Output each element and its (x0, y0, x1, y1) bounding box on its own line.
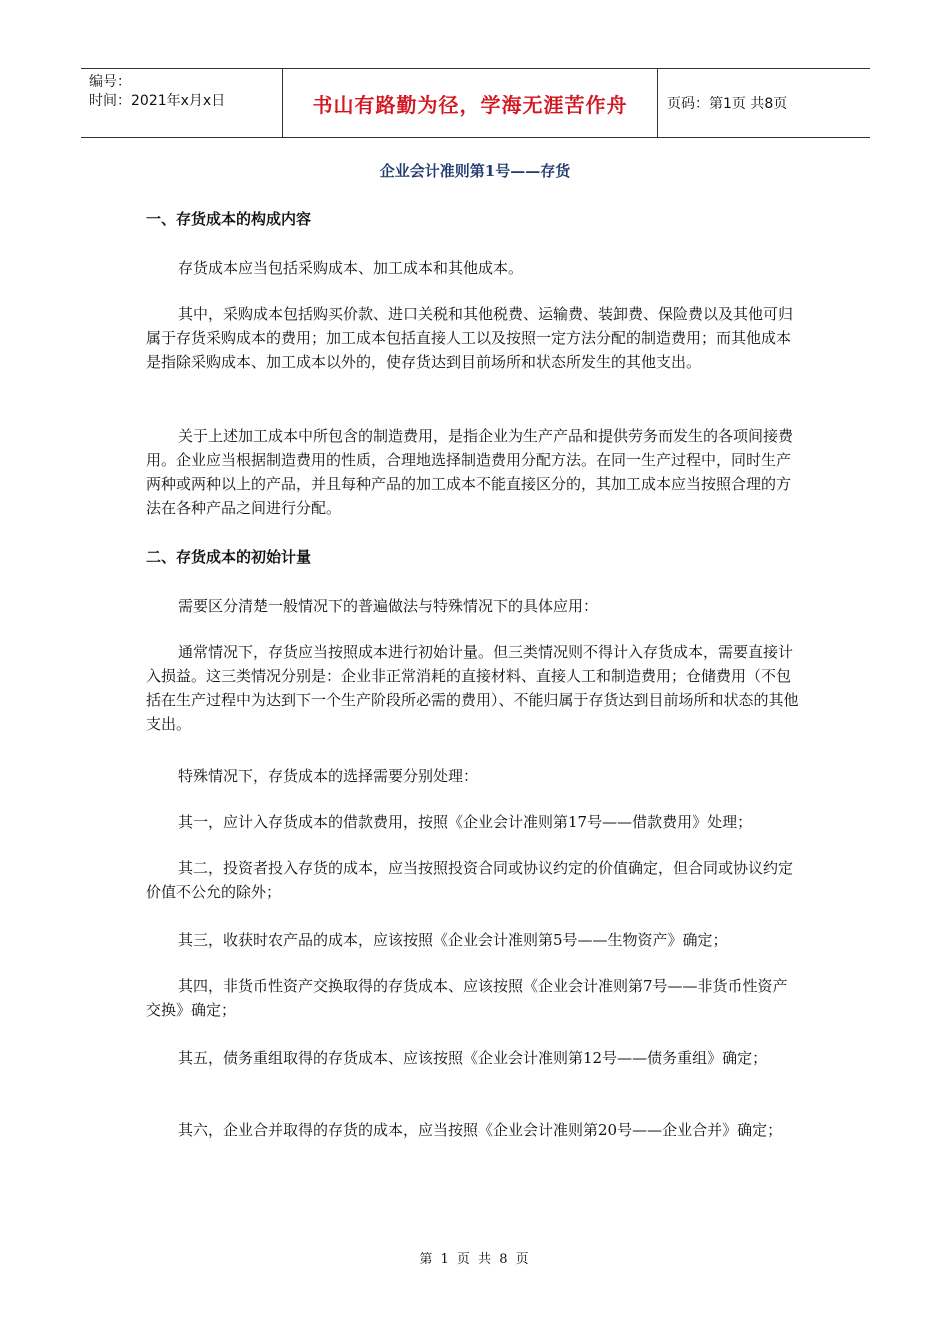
paragraph: 其三，收获时农产品的成本，应该按照《企业会计准则第5号——生物资产》确定； (178, 931, 728, 949)
paragraph: 需要区分清楚一般情况下的普遍做法与特殊情况下的具体应用： (178, 597, 599, 615)
page-footer: 第 1 页 共 8 页 (419, 1252, 531, 1267)
page-header (81, 68, 870, 138)
section-heading-1: 一、存货成本的构成内容 (146, 210, 312, 228)
paragraph: 特殊情况下，存货成本的选择需要分别处理： (178, 767, 479, 785)
paragraph: 其中，采购成本包括购买价款、进口关税和其他税费、运输费、装卸费、保险费以及其他可归属于存货采购成本的费用；加工成本包括直接人工以及按照一定方法分配的制造费用；而其他成本是指除采购成本、加工成本以外的，使存货达到目前场所和状态所发生的其他支出。 (146, 305, 794, 371)
header-page-label: 页码：第1页 共8页 (667, 96, 788, 112)
header-motto: 书山有路勤为径，学海无涯苦作舟 (312, 92, 628, 117)
paragraph: 其五，债务重组取得的存货成本、应该按照《企业会计准则第12号——债务重组》确定； (178, 1049, 768, 1067)
document-number-label: 编号： (89, 74, 131, 90)
paragraph: 关于上述加工成本中所包含的制造费用，是指企业为生产产品和提供劳务而发生的各项间接费用。企业应当根据制造费用的性质，合理地选择制造费用分配方法。在同一生产过程中，同时生产两种或两种以上的产品，并且每种产品的加工成本不能直接区分的，其加工成本应当按照合理的方法在各种产品之间进行分配。 (146, 427, 794, 517)
paragraph: 通常情况下，存货应当按照成本进行初始计量。但三类情况则不得计入存货成本，需要直接计入损益。这三类情况分别是：企业非正常消耗的直接材料、直接人工和制造费用；仓储费用（不包括在生产过程中为达到下一个生产阶段所必需的费用）、不能归属于存货达到目前场所和状态的其他支出。 (146, 643, 799, 733)
header-divider-right (657, 69, 658, 137)
paragraph: 其六，企业合并取得的存货的成本，应当按照《企业会计准则第20号——企业合并》确定； (178, 1121, 783, 1139)
section-heading-2: 二、存货成本的初始计量 (146, 548, 312, 566)
paragraph: 其四，非货币性资产交换取得的存货成本、应该按照《企业会计准则第7号——非货币性资产交换》确定； (146, 977, 788, 1019)
paragraph: 其二，投资者投入存货的成本，应当按照投资合同或协议约定的价值确定，但合同或协议约定价值不公允的除外； (146, 859, 794, 901)
paragraph: 存货成本应当包括采购成本、加工成本和其他成本。 (178, 259, 524, 277)
header-meta (89, 73, 225, 111)
document-time-label: 时间：2021年x月x日 (89, 93, 226, 109)
document-title: 企业会计准则第1号——存货 (379, 162, 571, 180)
paragraph: 其一，应计入存货成本的借款费用，按照《企业会计准则第17号——借款费用》处理； (178, 813, 753, 831)
